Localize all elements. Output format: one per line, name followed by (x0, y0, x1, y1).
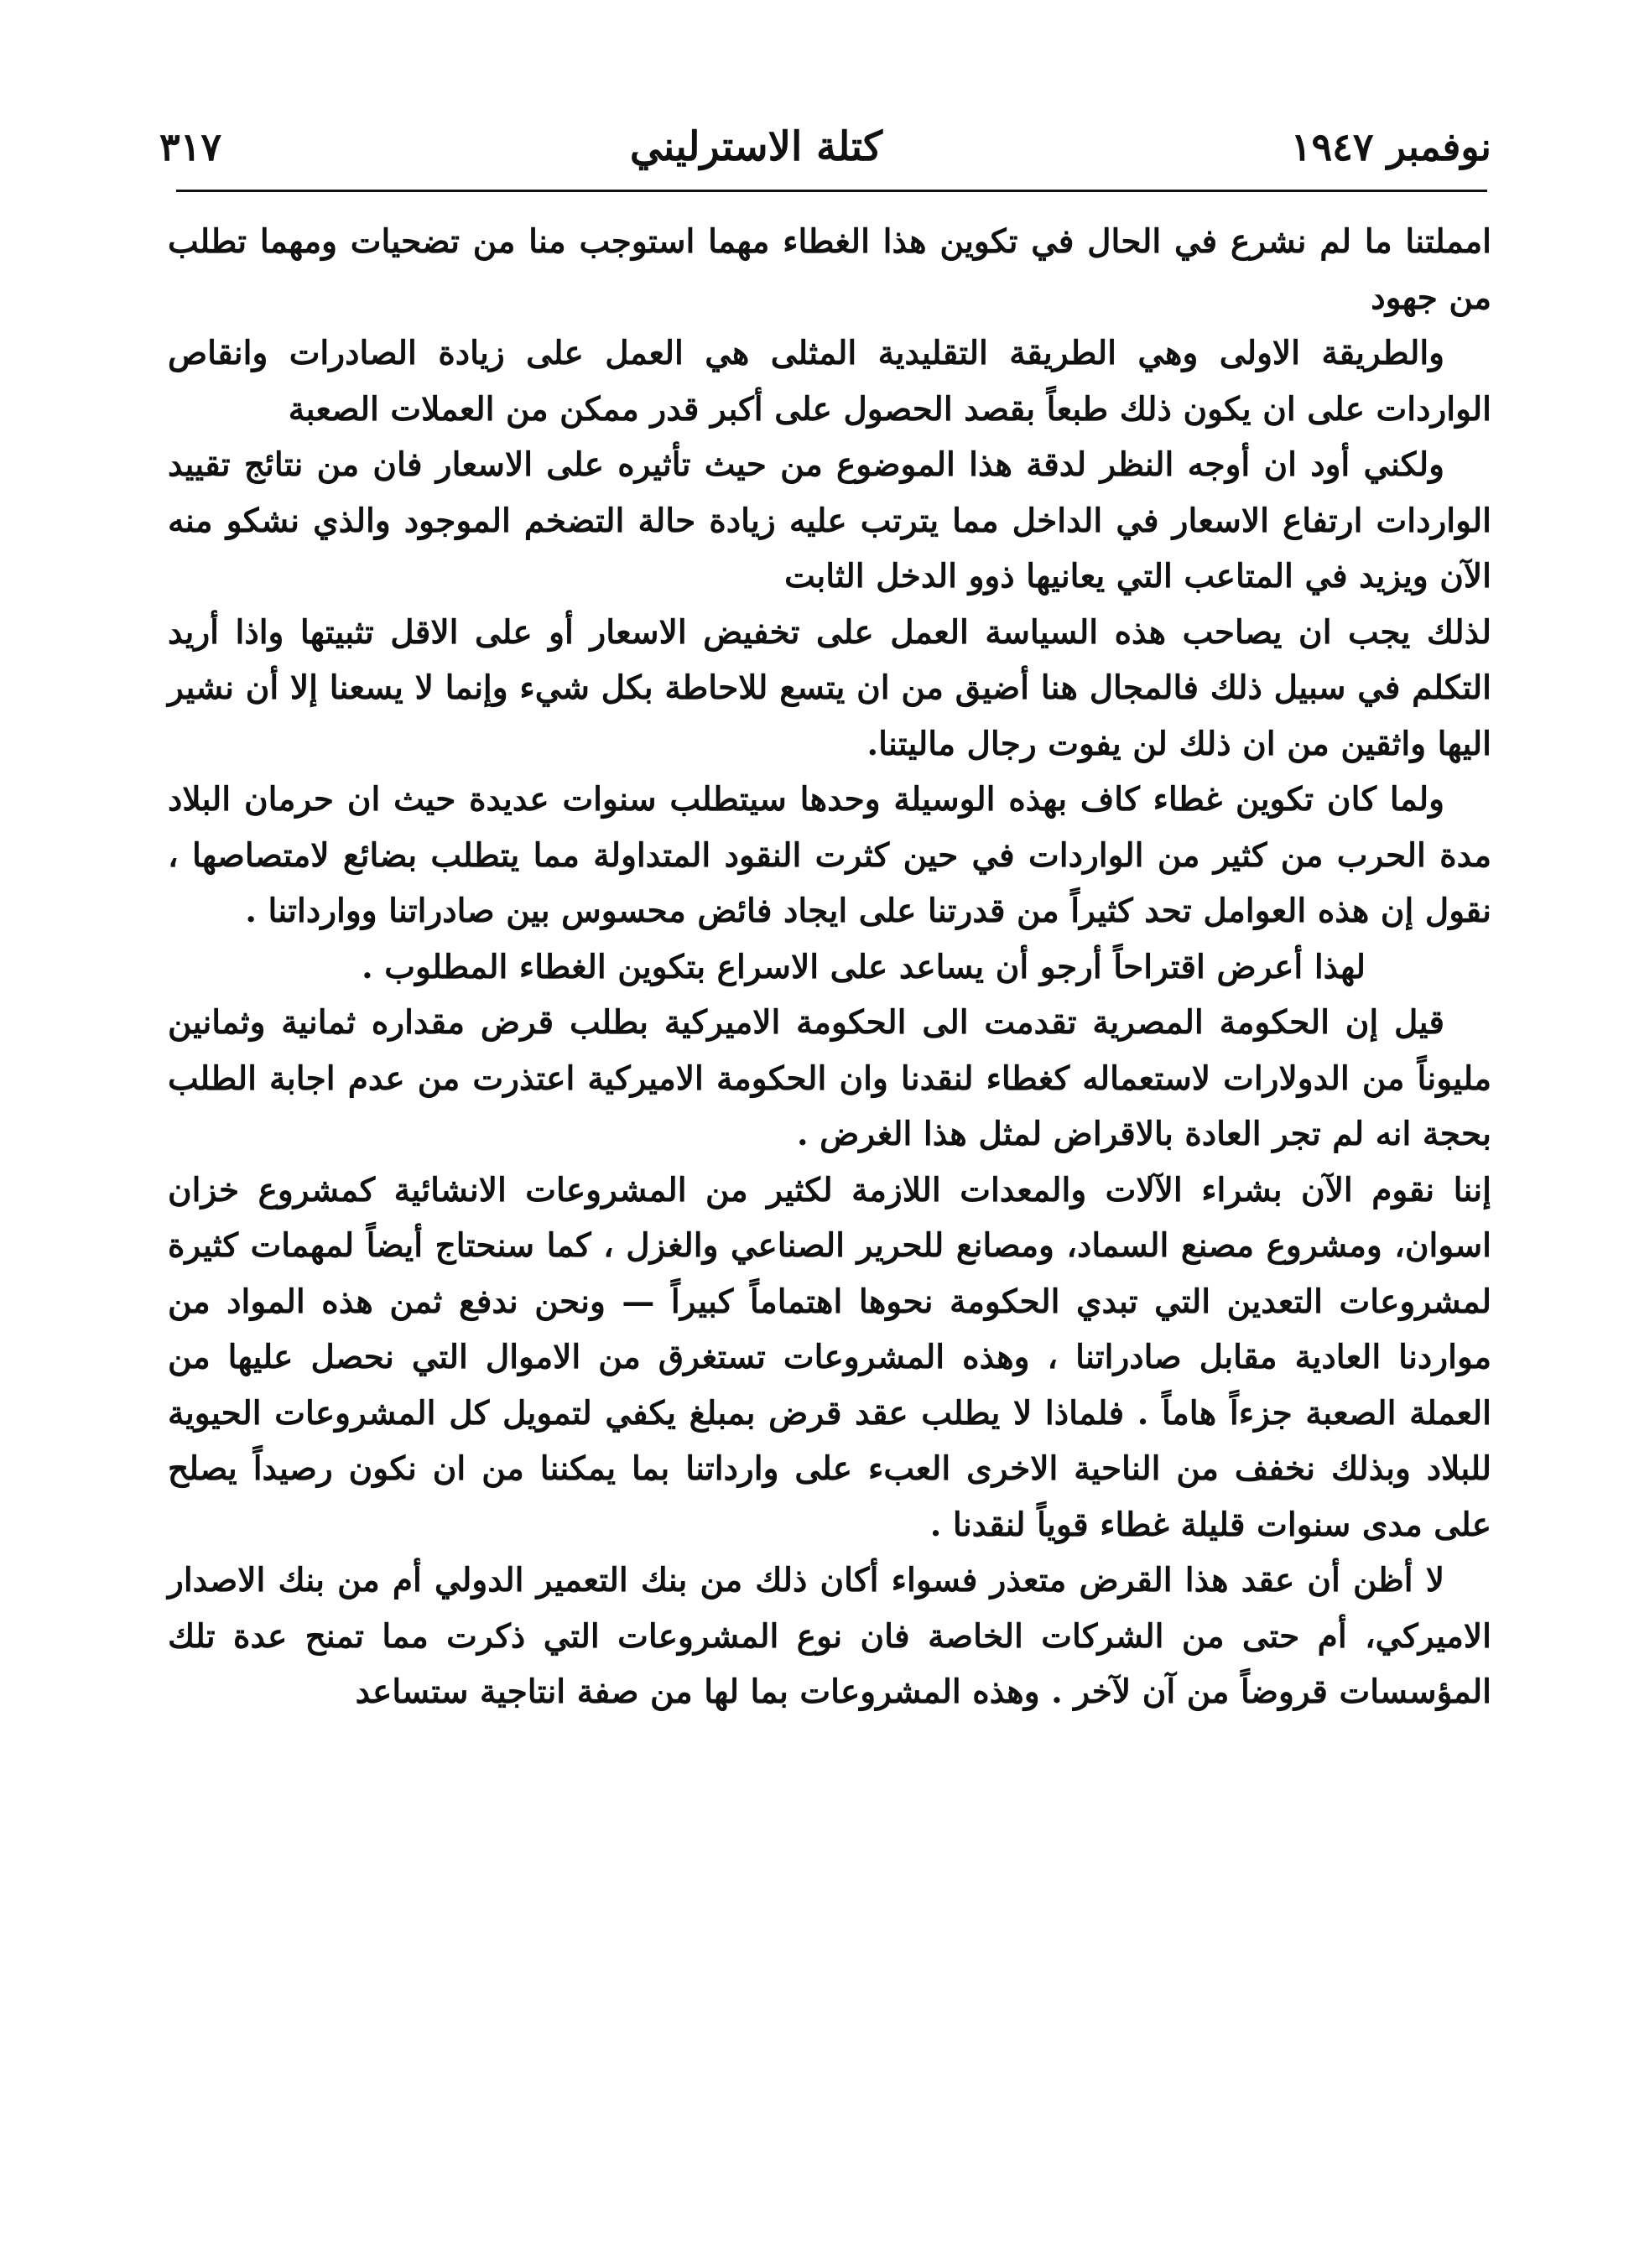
header-date: نوفمبر ١٩٤٧ (1290, 124, 1491, 169)
page-header (159, 117, 1491, 176)
paragraph-8: إننا نقوم الآن بشراء الآلات والمعدات اللازمة لكثير من المشروعات الانشائية كمشروع خزان اسوان، ومشروع مصنع السماد، ومصانع للحرير الصناعي والغزل ، كما سنحتاج أيضاً لمهمات كثيرة لمشروعات التعدين التي تبدي الحكومة نحوها اهتماماً كبيراً — ونحن ندفع ثمن هذه المواد من مواردنا العادية مقابل صادراتنا ، وهذه المشروعات تستغرق من الاموال التي نحصل عليها من العملة الصعبة جزءاً هاماً . فلماذا لا يطلب عقد قرض بمبلغ يكفي لتمويل كل المشروعات الحيوية للبلاد وبذلك نخفف من الناحية الاخرى العبء على وارداتنا بما يمكننا من ان نكون رصيداً يصلح على مدى سنوات قليلة غطاء قوياً لنقدنا . (168, 1170, 1491, 1544)
header-rule (176, 190, 1487, 192)
paragraph-1: امملتنا ما لم نشرع في الحال في تكوين هذا الغطاء مهما استوجب منا من تضحيات ومهما تطلب من جهود (168, 222, 1491, 317)
paragraph-7: قيل إن الحكومة المصرية تقدمت الى الحكومة الاميركية بطلب قرض مقداره ثمانية وثمانين مليوناً من الدولارات لاستعماله كغطاء لنقدنا وان الحكومة الاميركية اعتذرت من عدم اجابة الطلب بحجة انه لم تجر العادة بالاقراض لمثل هذا الغرض . (168, 1003, 1491, 1153)
paragraph-5: ولما كان تكوين غطاء كاف بهذه الوسيلة وحدها سيتطلب سنوات عديدة حيث ان حرمان البلاد مدة الحرب من كثير من الواردات في حين كثرت النقود المتداولة مما يتطلب بضائع لامتصاصها ، نقول إن هذه العوامل تحد كثيراً من قدرتنا على ايجاد فائض محسوس بين صادراتنا ووارداتنا . (168, 780, 1491, 930)
paragraph-3: ولكني أود ان أوجه النظر لدقة هذا الموضوع من حيث تأثيره على الاسعار فان من نتائج تقييد الواردات ارتفاع الاسعار في الداخل مما يترتب عليه زيادة حالة التضخم الموجود والذي نشكو منه الآن ويزيد في المتاعب التي يعانيها ذوو الدخل الثابت (168, 445, 1491, 596)
page-number: ٣١٧ (159, 124, 222, 169)
paragraph-2: والطريقة الاولى وهي الطريقة التقليدية المثلى هي العمل على زيادة الصادرات وانقاص الواردات على ان يكون ذلك طبعاً بقصد الحصول على أكبر قدر ممكن من العملات الصعبة (168, 334, 1491, 429)
body-text (168, 214, 1491, 1720)
paragraph-9: لا أظن أن عقد هذا القرض متعذر فسواء أكان ذلك من بنك التعمير الدولي أم من بنك الاصدار الاميركي، أم حتى من الشركات الخاصة فان نوع المشروعات التي ذكرت مما تمنح عدة تلك المؤسسات قروضاً من آن لآخر . وهذه المشروعات بما لها من صفة انتاجية ستساعد (168, 1561, 1491, 1711)
paragraph-4: لذلك يجب ان يصاحب هذه السياسة العمل على تخفيض الاسعار أو على الاقل تثبيتها واذا أريد التكلم في سبيل ذلك فالمجال هنا أضيق من ان يتسع للاحاطة بكل شيء وإنما لا يسعنا إلا أن نشير اليها واثقين من ان ذلك لن يفوت رجال ماليتنا. (168, 612, 1491, 763)
header-title: كتلة الاسترليني (629, 123, 883, 170)
paragraph-6: لهذا أعرض اقتراحاً أرجو أن يساعد على الاسراع بتكوين الغطاء المطلوب . (362, 947, 1366, 986)
